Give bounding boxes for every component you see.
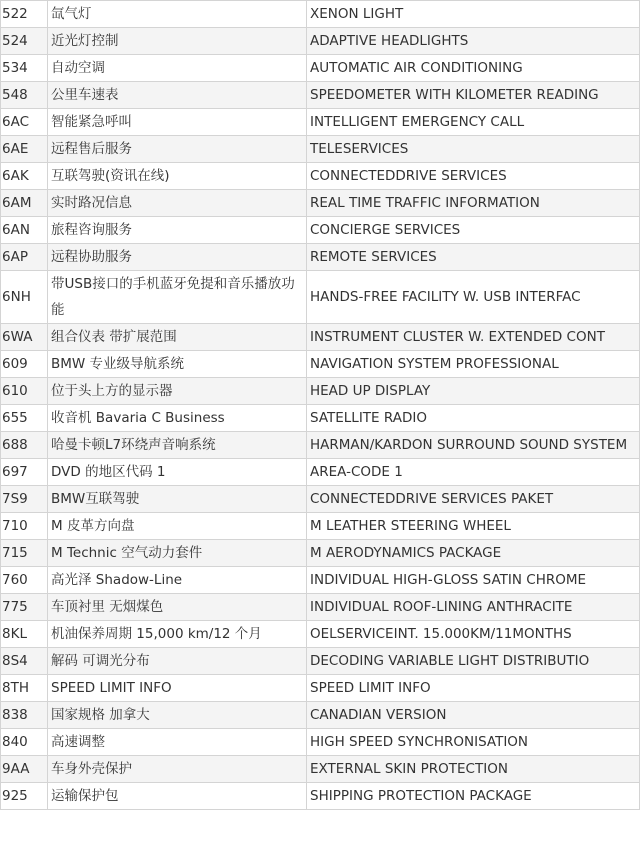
option-english-name-cell: DECODING VARIABLE LIGHT DISTRIBUTIO (307, 648, 640, 675)
table-row (1, 702, 640, 729)
option-code-cell: 7S9 (1, 486, 48, 513)
option-chinese-name-cell: SPEED LIMIT INFO (48, 675, 307, 702)
option-chinese-name-cell: 实时路况信息 (48, 190, 307, 217)
option-code-cell: 8S4 (1, 648, 48, 675)
option-english-name-cell: INDIVIDUAL ROOF-LINING ANTHRACITE (307, 594, 640, 621)
option-chinese-name-cell: 自动空调 (48, 55, 307, 82)
option-chinese-name-cell: M Technic 空气动力套件 (48, 540, 307, 567)
option-chinese-name-cell: M 皮革方向盘 (48, 513, 307, 540)
option-chinese-name-cell: 位于头上方的显示器 (48, 378, 307, 405)
table-row (1, 324, 640, 351)
option-code-cell: 838 (1, 702, 48, 729)
table-row (1, 217, 640, 244)
table-row (1, 351, 640, 378)
option-code-cell: 775 (1, 594, 48, 621)
option-chinese-name-cell: 公里车速表 (48, 82, 307, 109)
option-code-cell: 688 (1, 432, 48, 459)
option-english-name-cell: REMOTE SERVICES (307, 244, 640, 271)
option-code-cell: 534 (1, 55, 48, 82)
option-chinese-name-cell: BMW 专业级导航系统 (48, 351, 307, 378)
options-table-body (1, 1, 640, 810)
option-code-cell: 6WA (1, 324, 48, 351)
option-chinese-name-cell: 远程售后服务 (48, 136, 307, 163)
option-english-name-cell: CANADIAN VERSION (307, 702, 640, 729)
option-code-cell: 715 (1, 540, 48, 567)
option-english-name-cell: HEAD UP DISPLAY (307, 378, 640, 405)
table-row (1, 55, 640, 82)
option-english-name-cell: M LEATHER STEERING WHEEL (307, 513, 640, 540)
option-code-cell: 710 (1, 513, 48, 540)
table-row (1, 621, 640, 648)
option-chinese-name-cell: 远程协助服务 (48, 244, 307, 271)
option-code-cell: 8TH (1, 675, 48, 702)
option-code-cell: 6AE (1, 136, 48, 163)
option-code-cell: 6AM (1, 190, 48, 217)
option-english-name-cell: INDIVIDUAL HIGH-GLOSS SATIN CHROME (307, 567, 640, 594)
option-english-name-cell: CONCIERGE SERVICES (307, 217, 640, 244)
option-english-name-cell: ADAPTIVE HEADLIGHTS (307, 28, 640, 55)
option-code-cell: 760 (1, 567, 48, 594)
option-english-name-cell: TELESERVICES (307, 136, 640, 163)
table-row (1, 405, 640, 432)
option-chinese-name-cell: BMW互联驾驶 (48, 486, 307, 513)
option-english-name-cell: SPEED LIMIT INFO (307, 675, 640, 702)
table-row (1, 567, 640, 594)
option-english-name-cell: HANDS-FREE FACILITY W. USB INTERFAC (307, 271, 640, 324)
option-chinese-name-cell: 氙气灯 (48, 1, 307, 28)
option-english-name-cell: REAL TIME TRAFFIC INFORMATION (307, 190, 640, 217)
option-code-cell: 697 (1, 459, 48, 486)
table-row (1, 190, 640, 217)
option-code-cell: 524 (1, 28, 48, 55)
option-english-name-cell: XENON LIGHT (307, 1, 640, 28)
table-row (1, 271, 640, 324)
option-chinese-name-cell: 带USB接口的手机蓝牙免提和音乐播放功能 (48, 271, 307, 324)
option-chinese-name-cell: 智能紧急呼叫 (48, 109, 307, 136)
option-code-cell: 548 (1, 82, 48, 109)
option-chinese-name-cell: 近光灯控制 (48, 28, 307, 55)
option-english-name-cell: SHIPPING PROTECTION PACKAGE (307, 783, 640, 810)
option-english-name-cell: CONNECTEDDRIVE SERVICES (307, 163, 640, 190)
option-chinese-name-cell: 组合仪表 带扩展范围 (48, 324, 307, 351)
option-english-name-cell: NAVIGATION SYSTEM PROFESSIONAL (307, 351, 640, 378)
table-row (1, 513, 640, 540)
option-code-cell: 522 (1, 1, 48, 28)
option-code-cell: 6AC (1, 109, 48, 136)
table-row (1, 783, 640, 810)
option-english-name-cell: INSTRUMENT CLUSTER W. EXTENDED CONT (307, 324, 640, 351)
table-row (1, 432, 640, 459)
option-chinese-name-cell: 车顶衬里 无烟煤色 (48, 594, 307, 621)
option-english-name-cell: SPEEDOMETER WITH KILOMETER READING (307, 82, 640, 109)
option-english-name-cell: M AERODYNAMICS PACKAGE (307, 540, 640, 567)
table-row (1, 28, 640, 55)
table-row (1, 163, 640, 190)
option-chinese-name-cell: 机油保养周期 15,000 km/12 个月 (48, 621, 307, 648)
option-chinese-name-cell: DVD 的地区代码 1 (48, 459, 307, 486)
option-code-cell: 6NH (1, 271, 48, 324)
option-chinese-name-cell: 运输保护包 (48, 783, 307, 810)
option-english-name-cell: EXTERNAL SKIN PROTECTION (307, 756, 640, 783)
option-chinese-name-cell: 车身外壳保护 (48, 756, 307, 783)
table-row (1, 648, 640, 675)
option-english-name-cell: CONNECTEDDRIVE SERVICES PAKET (307, 486, 640, 513)
table-row (1, 459, 640, 486)
table-row (1, 594, 640, 621)
table-row (1, 729, 640, 756)
option-english-name-cell: HIGH SPEED SYNCHRONISATION (307, 729, 640, 756)
table-row (1, 378, 640, 405)
option-code-cell: 610 (1, 378, 48, 405)
option-code-cell: 6AN (1, 217, 48, 244)
table-row (1, 1, 640, 28)
option-chinese-name-cell: 国家规格 加拿大 (48, 702, 307, 729)
option-chinese-name-cell: 互联驾驶(资讯在线) (48, 163, 307, 190)
option-code-cell: 609 (1, 351, 48, 378)
table-row (1, 756, 640, 783)
option-code-cell: 8KL (1, 621, 48, 648)
option-english-name-cell: INTELLIGENT EMERGENCY CALL (307, 109, 640, 136)
option-code-cell: 9AA (1, 756, 48, 783)
option-chinese-name-cell: 高速调整 (48, 729, 307, 756)
table-row (1, 82, 640, 109)
option-chinese-name-cell: 解码 可调光分布 (48, 648, 307, 675)
option-code-cell: 655 (1, 405, 48, 432)
option-english-name-cell: AUTOMATIC AIR CONDITIONING (307, 55, 640, 82)
option-chinese-name-cell: 收音机 Bavaria C Business (48, 405, 307, 432)
table-row (1, 244, 640, 271)
table-row (1, 109, 640, 136)
table-row (1, 540, 640, 567)
option-english-name-cell: AREA-CODE 1 (307, 459, 640, 486)
option-code-cell: 840 (1, 729, 48, 756)
option-code-cell: 925 (1, 783, 48, 810)
table-row (1, 675, 640, 702)
table-row (1, 136, 640, 163)
option-code-cell: 6AP (1, 244, 48, 271)
option-chinese-name-cell: 高光泽 Shadow-Line (48, 567, 307, 594)
option-chinese-name-cell: 旅程咨询服务 (48, 217, 307, 244)
table-row (1, 486, 640, 513)
option-code-cell: 6AK (1, 163, 48, 190)
option-chinese-name-cell: 哈曼卡顿L7环绕声音响系统 (48, 432, 307, 459)
option-english-name-cell: OELSERVICEINT. 15.000KM/11MONTHS (307, 621, 640, 648)
option-english-name-cell: SATELLITE RADIO (307, 405, 640, 432)
option-english-name-cell: HARMAN/KARDON SURROUND SOUND SYSTEM (307, 432, 640, 459)
